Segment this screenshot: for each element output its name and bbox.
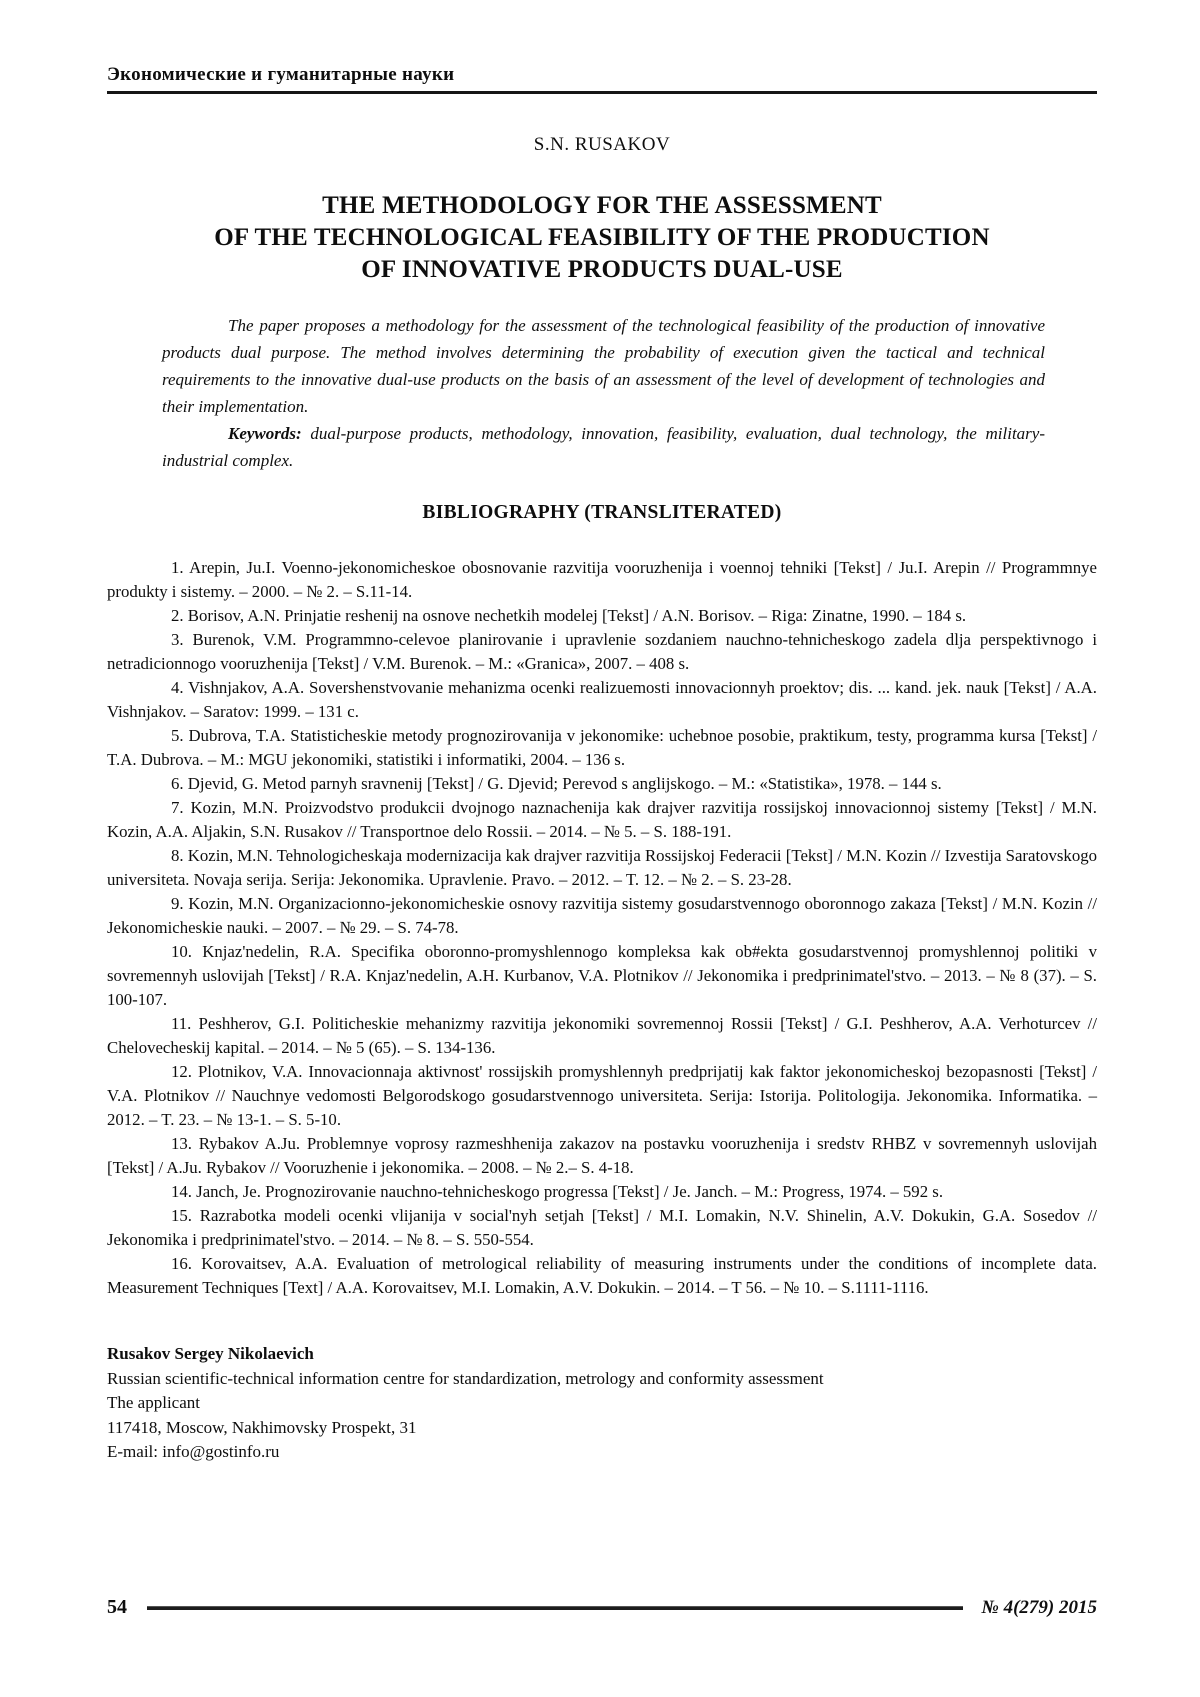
bibliography-entry-1: 1. Arepin, Ju.I. Voenno-jekonomicheskoe obosnovanie razvitija vooruzhenija i voennoj tehniki [Tekst] / Ju.I. Arepin // Programmnye produkty i sistemy. – 2000. – № 2. – S.11-14. [107, 558, 1097, 601]
bibliography-entry-13: 13. Rybakov A.Ju. Problemnye voprosy razmeshhenija zakazov na postavku vooruzhenija i sredstv RHBZ v sovremennyh uslovijah [Tekst] / A.Ju. Rybakov // Vooruzhenie i jekonomika. – 2008. – № 2.– S. 4-18. [107, 1134, 1097, 1177]
keywords-paragraph [162, 420, 1045, 474]
issue-label: № 4(279) 2015 [981, 1596, 1097, 1618]
bibliography-entry-3: 3. Burenok, V.M. Programmno-celevoe planirovanie i upravlenie sozdaniem nauchno-tehnicheskogo zadela dlja perspektivnogo i netradicionnogo vooruzhenija [Tekst] / V.M. Burenok. – M.: «Granica», 2007. – 408 s. [107, 630, 1097, 673]
keywords-label: Keywords: [228, 424, 302, 443]
contact-role: The applicant [107, 1393, 200, 1412]
bibliography-entry-9: 9. Kozin, M.N. Organizacionno-jekonomicheskie osnovy razvitija sistemy gosudarstvennogo oboronnogo zakaza [Tekst] / M.N. Kozin // Jekonomicheskie nauki. – 2007. – № 29. – S. 74-78. [107, 894, 1097, 937]
bibliography-entry-15: 15. Razrabotka modeli ocenki vlijanija v social'nyh setjah [Tekst] / M.I. Lomakin, N.V. Shinelin, A.V. Dokukin, G.A. Sosedov // Jekonomika i predprinimatel'stvo. – 2014. – № 8. – S. 550-554. [107, 1206, 1097, 1249]
bibliography-entry-2: 2. Borisov, A.N. Prinjatie reshenij na osnove nechetkih modelej [Tekst] / A.N. Borisov. – Riga: Zinatne, 1990. – 184 s. [171, 606, 967, 625]
bibliography-heading: BIBLIOGRAPHY (TRANSLITERATED) [422, 502, 782, 523]
article-title-line-3: OF INNOVATIVE PRODUCTS DUAL-USE [361, 256, 843, 283]
abstract-paragraph: The paper proposes a methodology for the assessment of the technological feasibility of the production of innovative products dual purpose. The method involves determining the probability of execution given the tactical and technical requirements to the innovative dual-use products on the basis of an assessment of the level of development of technologies and their implementation. [162, 316, 1045, 416]
contact-affiliation: Russian scientific-technical information centre for standardization, metrology and conformity assessment [107, 1368, 824, 1388]
abstract-section [107, 312, 1097, 474]
article-title-line-2: OF THE TECHNOLOGICAL FEASIBILITY OF THE PRODUCTION [214, 224, 990, 251]
contact-address: 117418, Moscow, Nakhimovsky Prospekt, 31 [107, 1417, 417, 1437]
page-footer [107, 1596, 1097, 1619]
running-head: Экономические и гуманитарные науки [107, 64, 1097, 94]
bibliography-entry-6: 6. Djevid, G. Metod parnyh sravnenij [Tekst] / G. Djevid; Perevod s anglijskogo. – M.: «Statistika», 1978. – 144 s. [171, 774, 942, 793]
bibliography-entry-7: 7. Kozin, M.N. Proizvodstvo produkcii dvojnogo naznachenija kak drajver razvitija rossijskoj innovacionnoj sistemy [Tekst] / M.N. Kozin, A.A. Aljakin, S.N. Rusakov // Transportnoe delo Rossii. – 2014. – № 5. – S. 188-191. [107, 798, 1097, 841]
bibliography-entry-10: 10. Knjaz'nedelin, R.A. Specifika oboronno-promyshlennogo kompleksa kak ob#ekta gosudarstvennoj promyshlennoj politiki v sovremennyh uslovijah [Tekst] / R.A. Knjaz'nedelin, A.H. Kurbanov, V.A. Plotnikov // Jekonomika i predprinimatel'stvo. – 2013. – № 8 (37). – S. 100-107. [107, 942, 1097, 1009]
bibliography-entry-8: 8. Kozin, M.N. Tehnologicheskaja modernizacija kak drajver razvitija Rossijskoj Federacii [Tekst] / M.N. Kozin // Izvestija Saratovskogo universiteta. Novaja serija. Serija: Jekonomika. Upravlenie. Pravo. – 2012. – T. 12. – № 2. – S. 23-28. [107, 846, 1097, 889]
bibliography-entry-11: 11. Peshherov, G.I. Politicheskie mehanizmy razvitija jekonomiki sovremennoj Rossii [Tekst] / G.I. Peshherov, A.A. Verhoturcev // Chelovecheskij kapital. – 2014. – № 5 (65). – S. 134-136. [107, 1014, 1097, 1057]
keywords-text: dual-purpose products, methodology, innovation, feasibility, evaluation, dual technology, the military-industrial complex. [162, 424, 1045, 470]
contact-email: E-mail: info@gostinfo.ru [107, 1442, 280, 1461]
bibliography-entry-5: 5. Dubrova, T.A. Statisticheskie metody prognozirovanija v jekonomike: uchebnoe posobie, praktikum, testy, programma kursa [Tekst] / T.A. Dubrova. – M.: MGU jekonomiki, statistiki i informatiki, 2004. – 136 s. [107, 726, 1097, 769]
article-title [107, 190, 1097, 286]
bibliography-entry-4: 4. Vishnjakov, A.A. Sovershenstvovanie mehanizma ocenki realizuemosti innovacionnyh proektov; dis. ... kand. jek. nauk [Tekst] / A.A. Vishnjakov. – Saratov: 1999. – 131 c. [107, 678, 1097, 721]
contact-name: Rusakov Sergey Nikolaevich [107, 1344, 314, 1363]
article-title-line-1: THE METHODOLOGY FOR THE ASSESSMENT [322, 192, 882, 219]
contact-block [107, 1342, 1097, 1465]
bibliography-entry-12: 12. Plotnikov, V.A. Innovacionnaja aktivnost' rossijskih promyshlennyh predprijatij kak faktor jekonomicheskoj bezopasnosti [Tekst] / V.A. Plotnikov // Nauchnye vedomosti Belgorodskogo gosudarstvennogo universiteta. Serija: Istorija. Politologija. Jekonomika. Informatika. – 2012. – T. 23. – № 13-1. – S. 5-10. [107, 1062, 1097, 1129]
footer-rule [147, 1606, 963, 1610]
bibliography-list [107, 556, 1097, 1300]
page-number: 54 [107, 1596, 127, 1618]
author-name: S.N. RUSAKOV [533, 134, 671, 155]
bibliography-entry-16: 16. Korovaitsev, A.A. Evaluation of metrological reliability of measuring instruments under the conditions of incomplete data. Measurement Techniques [Text] / A.A. Korovaitsev, M.I. Lomakin, A.V. Dokukin. – 2014. – T 56. – № 10. – S.1111-1116. [107, 1254, 1097, 1297]
bibliography-entry-14: 14. Janch, Je. Prognozirovanie nauchno-tehnicheskogo progressa [Tekst] / Je. Janch. – M.: Progress, 1974. – 592 s. [171, 1182, 944, 1201]
